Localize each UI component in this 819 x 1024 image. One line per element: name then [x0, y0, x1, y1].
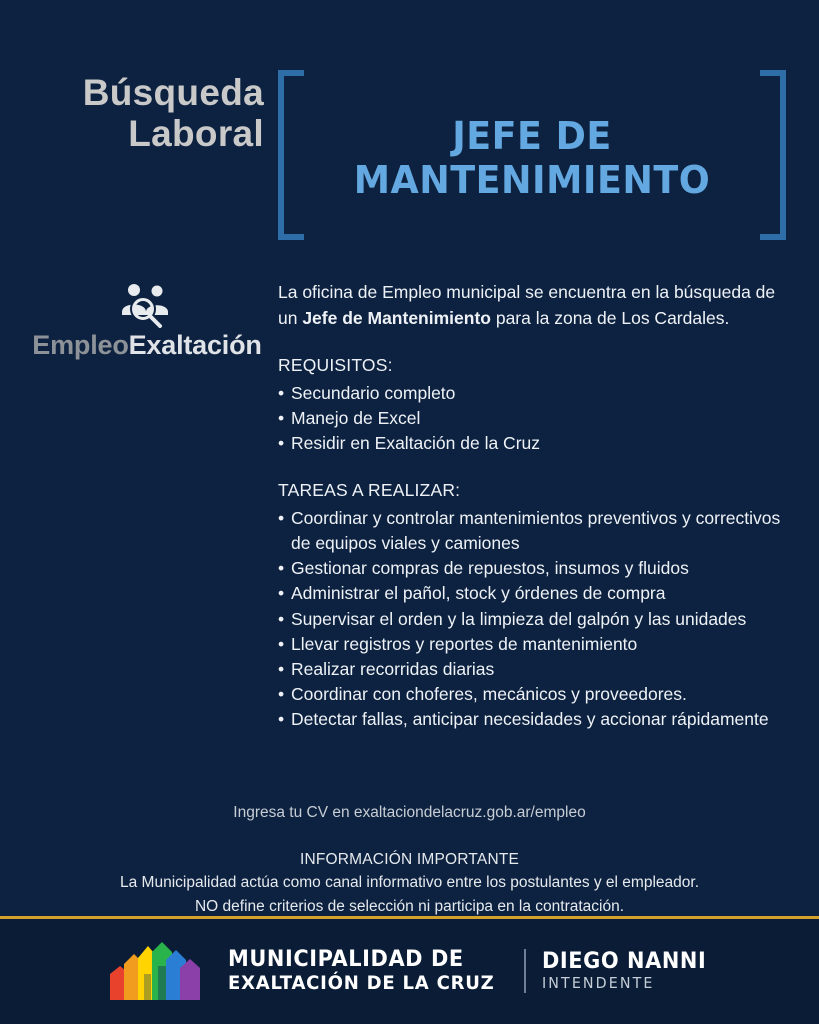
cv-instruction: Ingresa tu CV en exaltaciondelacruz.gob.ar/empleo [233, 804, 586, 821]
list-item: • Coordinar y controlar mantenimientos preventivos y correctivos de equipos viales y camiones [278, 506, 794, 556]
logo-word-exaltacion: Exaltación [128, 330, 262, 360]
list-item: • Manejo de Excel [278, 406, 794, 431]
important-info-line-1: La Municipalidad actúa como canal informativo entre los postulantes y el empleador. [120, 874, 699, 892]
important-info-title: INFORMACIÓN IMPORTANTE [299, 851, 520, 868]
kicker-line-2: Laboral [128, 113, 264, 155]
municipality-line-1: MUNICIPALIDAD DE [227, 947, 464, 973]
logo-word-empleo: Empleo [32, 330, 129, 360]
mayor-block [542, 950, 706, 991]
list-item: • Supervisar el orden y la limpieza del galpón y las unidades [278, 607, 794, 632]
kicker-block [34, 72, 264, 155]
job-title: JEFE DE MANTENIMIENTO [353, 114, 711, 202]
municipality-line-2: EXALTACIÓN DE LA CRUZ [227, 971, 495, 994]
important-info-block [0, 848, 819, 918]
list-item: • Residir en Exaltación de la Cruz [278, 431, 794, 456]
tareas-heading: TAREAS A REALIZAR: [278, 480, 461, 501]
municipality-footer [0, 919, 819, 1024]
list-item: • Realizar recorridas diarias [278, 657, 794, 682]
tareas-list [278, 506, 794, 733]
kicker-line-1: Búsqueda [82, 72, 264, 113]
job-title-frame [278, 70, 786, 240]
list-item: • Gestionar compras de repuestos, insumos y fluidos [278, 556, 794, 581]
list-item: • Llevar registros y reportes de mantenimiento [278, 632, 794, 657]
empleo-exaltacion-logo [22, 282, 272, 361]
list-item: • Secundario completo [278, 381, 794, 406]
list-item: • Coordinar con choferes, mecánicos y proveedores. [278, 682, 794, 707]
municipality-brand [0, 940, 819, 1002]
municipality-name [228, 948, 495, 994]
intro-paragraph [278, 280, 794, 331]
requisitos-heading: REQUISITOS: [278, 355, 393, 376]
intro-text-1: La oficina de Empleo municipal se encuentra en la búsqueda de un [278, 282, 776, 328]
mayor-role: INTENDENTE [542, 973, 655, 992]
mayor-name: DIEGO NANNI [542, 949, 707, 975]
logo-wordmark [22, 330, 272, 361]
important-info-line-2: NO define criterios de selección ni participa en la contratación. [194, 897, 625, 915]
footer-divider [524, 949, 526, 993]
intro-text-2: para la zona de Los Cardales. [490, 307, 730, 328]
posting-body [278, 280, 794, 754]
people-search-icon [112, 282, 182, 328]
intro-job-name: Jefe de Mantenimiento [302, 307, 491, 328]
city-skyline-icon [104, 940, 212, 1002]
list-item: • Administrar el pañol, stock y órdenes de compra [278, 581, 794, 606]
list-item: • Detectar fallas, anticipar necesidades y accionar rápidamente [278, 707, 794, 732]
requisitos-list [278, 381, 794, 457]
poster-header [0, 62, 819, 202]
